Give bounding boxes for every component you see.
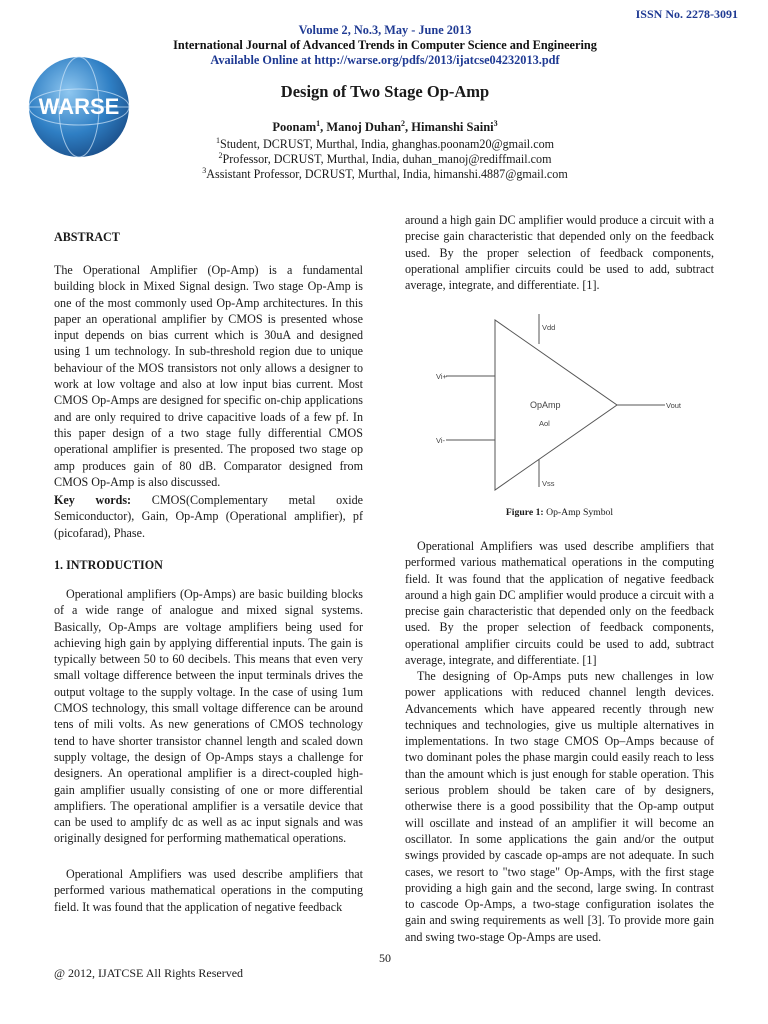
author-name: Manoj Duhan: [326, 120, 402, 134]
paper-title: Design of Two Stage Op-Amp: [280, 82, 490, 101]
introduction-paragraph-1: Operational amplifiers (Op-Amps) are basic building blocks of a wide range of analogue and mixed signal systems. Basically, Op-Amps are voltage amplifiers being used for achieving high gain by applying differential inputs. The gain is typically between 50 to 60 decibels. This means that even very small voltage difference between the input terminals drives the output voltage to the supply voltage. In the case of using 1um CMOS technology, this small voltage difference can be around tens of mili volts. As new generations of CMOS technology tend to have shorter transistor channel length and scaled down supply voltage, the design of Op-Amps stays a challenge for designers. An operational amplifier is a direct-coupled high-gain amplifier usually consisting of one or more differential amplifiers. The operational amplifier is a versatile device that can be used to amplify dc as well as ac input signals and was originally designed for performing mathematical operations.: [54, 587, 363, 846]
vss-label: Vss: [542, 479, 555, 488]
logo-text: WARSE: [38, 94, 120, 119]
introduction-paragraph-2: Operational Amplifiers was used describe amplifiers that performed various mathematical operations in the computing field. It was found that the application of negative feedback: [54, 867, 363, 914]
page-number: 50: [379, 951, 391, 965]
vminus-label: Vi-: [436, 436, 446, 445]
abstract-heading: ABSTRACT: [54, 230, 120, 244]
affiliation-3: $^3$Assistant Professor, DCRUST, Murthal, India, himanshi.4887@gmail.com: [202, 165, 568, 181]
available-online-link[interactable]: Available Online at http://warse.org/pdfs/2013/ijatcse04232013.pdf: [210, 53, 560, 67]
author-list: Poonam$^1$, Manoj Duhan$^2$, Himanshi Saini$^3$: [272, 118, 498, 134]
opamp-label: OpAmp: [530, 400, 561, 410]
figure-caption: Figure 1: Op-Amp Symbol: [505, 507, 614, 518]
continued-text: around a high gain DC amplifier would produce a circuit with a precise gain characteristic that depended only on the feedback used. By the proper selection of feedback components, operational amplifier circuits could be used to add, subtract average, integrate, and differentiate. [1].: [405, 213, 714, 293]
volume-info: Volume 2, No.3, May - June 2013: [298, 23, 472, 37]
introduction-heading: 1. INTRODUCTION: [54, 558, 163, 572]
right-paragraph-1: Operational Amplifiers was used describe amplifiers that performed various mathematical operations in the computing field. It was found that the application of negative feedback around a high gain DC amplifier would produce a circuit with a precise gain characteristic that depended only on the feedback used. By the proper selection of feedback components, operational amplifier circuits could be used to add, subtract average, integrate, and differentiate. [1]: [405, 539, 714, 668]
copyright-footer: @ 2012, IJATCSE All Rights Reserved: [54, 966, 244, 980]
author-name: Himanshi Saini: [411, 120, 494, 134]
warse-logo: [24, 52, 134, 162]
vout-label: Vout: [666, 401, 682, 410]
vplus-label: Vi+: [436, 372, 447, 381]
right-paragraph-2: The designing of Op-Amps puts new challenges in low power applications with reduced channel length devices. Advancements which have appeared recently through new techniques and technologies, give us multiple alternatives in implementations. In two stage CMOS Op–Amps because of two dominant poles the phase margin could easily reach to less than the amount which is just enough for stable operation. This serious problem should be taken care of by designers, otherwise there is a good possibility that the Op-amp output will oscillate and instead of an amplifier it will become an oscillator. In some applications the gain and/or the output swings provided by cascade op-amps are not adequate. In such cases, we resort to "two stage" Op-Amps, with the first stage providing a high gain and the second, large swing. In contrast to cascode Op-Amps, a two-stage configuration isolates the gain and swing requirements as well [3]. To provide more gain and swing two-stage Op-Amps are used.: [405, 669, 714, 944]
issn-number: ISSN No. 2278-3091: [635, 7, 738, 21]
keywords: Key words: CMOS(Complementary metal oxide Semiconductor), Gain, Op-Amp (Operational amplifier), pf (picofarad), Phase.: [54, 493, 364, 540]
journal-name: International Journal of Advanced Trends in Computer Science and Engineering: [173, 38, 597, 52]
aol-label: Aol: [539, 419, 550, 428]
abstract-text: The Operational Amplifier (Op-Amp) is a fundamental building block in Mixed Signal design. Two stage Op-Amp is one of the most commonly used Op-Amp architectures. In this paper an operational amplifier by CMOS is presented whose input depends on bias current which is 30uA and designed using 1 um technology. In sub-threshold region due to unique behaviour of the MOS transistors not only allows a designer to work at low voltage and also at low input bias current. Most CMOS Op-Amps are designed for specific on-chip applications and are only required to drive capacitive loads of a few pf. In this paper design of a two stage fully differential CMOS operational amplifier is presented. The proposed two stage op amp produces gain of 80 dB. Comparator designed from CMOS Op-Amp is also discussed.: [54, 263, 363, 489]
author-name: Poonam: [272, 120, 317, 134]
affiliation-2: $^2$Professor, DCRUST, Murthal, India, duhan_manoj@rediffmail.com: [218, 150, 552, 166]
affiliation-1: $^1$Student, DCRUST, Murthal, India, ghanghas.poonam20@gmail.com: [215, 135, 555, 151]
opamp-symbol-figure: [422, 312, 722, 502]
vdd-label: Vdd: [542, 323, 556, 332]
